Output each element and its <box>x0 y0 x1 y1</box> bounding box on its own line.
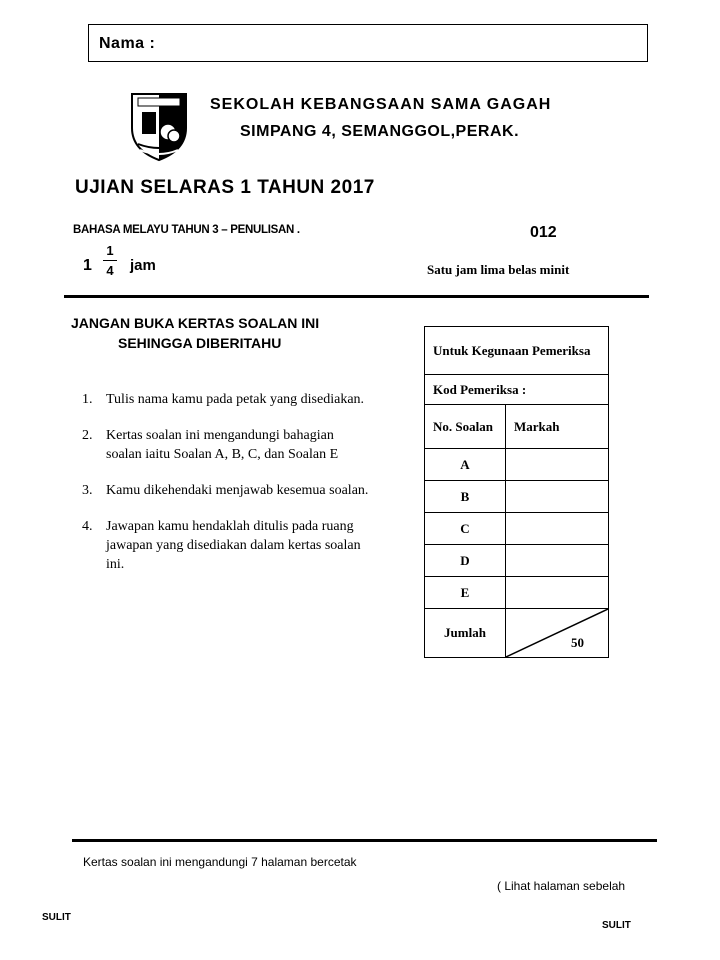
examiner-table <box>424 326 609 658</box>
instruction-item <box>82 481 372 500</box>
marks-cell-a[interactable] <box>506 449 609 481</box>
instruction-text: Kertas soalan ini mengandungi bahagian soalan iaitu Soalan A, B, C, dan Soalan E <box>106 428 339 462</box>
duration-numerator: 1 <box>103 244 117 261</box>
diagonal-line <box>506 609 608 657</box>
section-label-d: D <box>425 545 506 577</box>
column-header-question: No. Soalan <box>425 405 506 449</box>
duration-fraction <box>103 244 117 278</box>
instructions-list <box>82 390 372 574</box>
marks-cell-e[interactable] <box>506 577 609 609</box>
instruction-item <box>82 426 372 464</box>
instruction-item <box>82 390 372 409</box>
page-count-note: Kertas soalan ini mengandungi 7 halaman bercetak <box>83 855 357 869</box>
instruction-number: 1. <box>82 392 93 407</box>
top-divider <box>64 295 649 298</box>
instruction-number: 4. <box>82 519 93 534</box>
exam-code: 012 <box>530 224 557 241</box>
duration-words: Satu jam lima belas minit <box>427 262 570 277</box>
next-page-note: ( Lihat halaman sebelah <box>497 879 626 893</box>
instruction-item <box>82 517 372 574</box>
instruction-text: Jawapan kamu hendaklah ditulis pada ruang jawapan yang disediakan dalam kertas soalan ini. <box>106 519 361 572</box>
school-crest-logo <box>128 88 190 162</box>
bottom-divider <box>72 839 657 842</box>
instruction-number: 2. <box>82 428 93 443</box>
column-header-marks: Markah <box>506 405 609 449</box>
section-label-b: B <box>425 481 506 513</box>
exam-subject: BAHASA MELAYU TAHUN 3 – PENULISAN . <box>73 224 300 236</box>
exam-title: UJIAN SELARAS 1 TAHUN 2017 <box>75 177 375 198</box>
duration-whole: 1 <box>83 257 92 274</box>
instruction-number: 3. <box>82 483 93 498</box>
section-label-c: C <box>425 513 506 545</box>
sulit-label-left: SULIT <box>42 912 71 923</box>
sulit-label-right: SULIT <box>602 920 631 931</box>
marks-cell-c[interactable] <box>506 513 609 545</box>
name-label: Nama : <box>99 35 156 52</box>
warning-line-1: JANGAN BUKA KERTAS SOALAN INI <box>71 315 320 331</box>
marks-cell-b[interactable] <box>506 481 609 513</box>
section-label-a: A <box>425 449 506 481</box>
instruction-text: Kamu dikehendaki menjawab kesemua soalan. <box>106 483 369 498</box>
duration-unit: jam <box>130 257 156 274</box>
instruction-text: Tulis nama kamu pada petak yang disediakan. <box>106 392 365 407</box>
name-field-box[interactable] <box>88 24 648 62</box>
section-label-e: E <box>425 577 506 609</box>
marks-cell-d[interactable] <box>506 545 609 577</box>
total-label: Jumlah <box>425 609 506 658</box>
examiner-code-field[interactable]: Kod Pemeriksa : <box>425 375 609 405</box>
examiner-table-header: Untuk Kegunaan Pemeriksa <box>425 327 609 375</box>
max-marks: 50 <box>571 635 584 650</box>
school-name: SEKOLAH KEBANGSAAN SAMA GAGAH <box>210 96 552 113</box>
school-address: SIMPANG 4, SEMANGGOL,PERAK. <box>240 123 520 140</box>
duration-denominator: 4 <box>106 263 114 278</box>
warning-line-2: SEHINGGA DIBERITAHU <box>118 335 282 351</box>
total-marks-cell[interactable] <box>506 609 609 658</box>
